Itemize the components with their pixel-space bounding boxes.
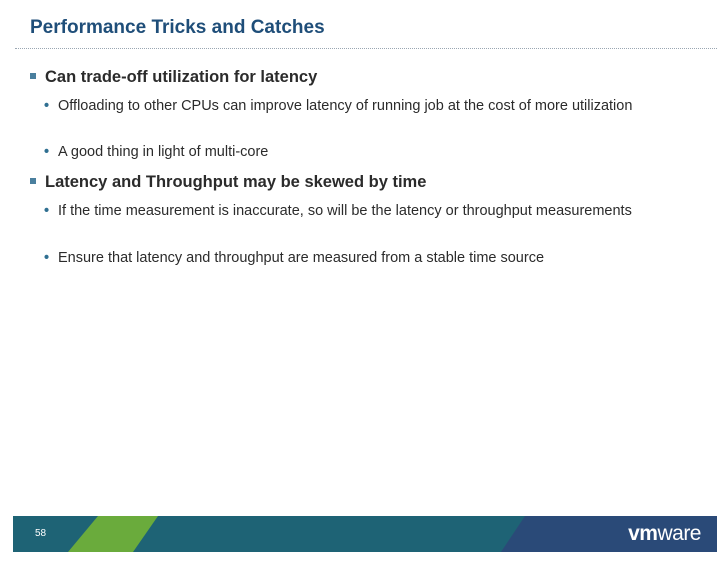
page-number: 58: [35, 528, 47, 539]
bullet-text: Latency and Throughput may be skewed by time: [45, 173, 427, 191]
title-divider: [15, 48, 717, 49]
dot-bullet-icon: •: [44, 250, 50, 266]
vmware-logo: [628, 522, 701, 546]
footer-decoration: [13, 516, 717, 552]
sub-bullet-text: Ensure that latency and throughput are measured from a stable time source: [58, 250, 545, 266]
logo-ware: ware: [657, 522, 701, 545]
bullet-level2: [44, 96, 664, 116]
sub-bullet-text: Offloading to other CPUs can improve latency of running job at the cost of more utilization: [58, 98, 633, 114]
square-bullet-icon: [30, 73, 36, 79]
dot-bullet-icon: •: [44, 144, 50, 160]
bullet-level2: [44, 201, 664, 221]
logo-vm: vm: [628, 522, 658, 545]
dot-bullet-icon: •: [44, 98, 50, 114]
slide-title: Performance Tricks and Catches: [30, 17, 325, 38]
footer-green-shape: [68, 516, 158, 552]
footer-bar: [13, 516, 717, 552]
bullet-level2: [44, 248, 664, 268]
dot-bullet-icon: •: [44, 203, 50, 219]
sub-bullet-text: A good thing in light of multi-core: [58, 144, 269, 160]
bullet-text: Can trade-off utilization for latency: [45, 68, 318, 86]
sub-bullet-text: If the time measurement is inaccurate, so will be the latency or throughput measurements: [58, 203, 632, 219]
square-bullet-icon: [30, 178, 36, 184]
bullet-level2: [44, 142, 664, 162]
